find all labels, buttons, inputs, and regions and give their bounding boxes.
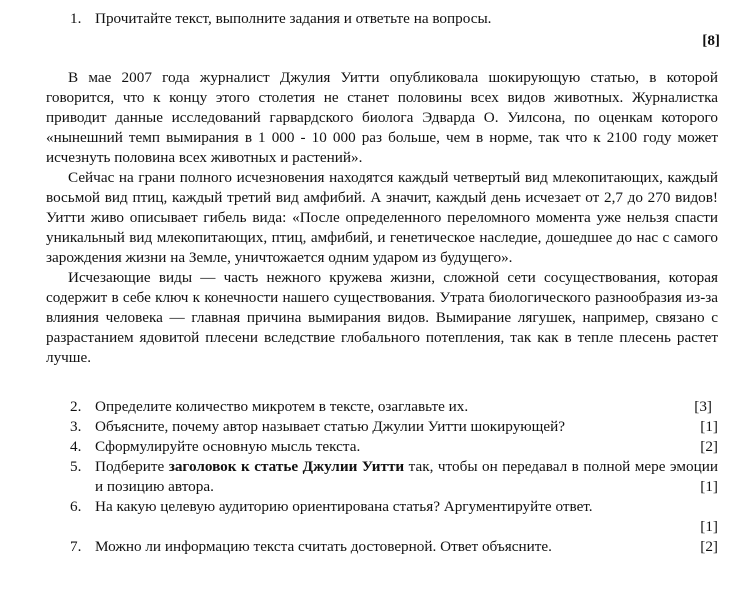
task-number: 4. bbox=[70, 438, 82, 455]
task-list bbox=[70, 397, 718, 557]
task-points: [1] bbox=[700, 478, 718, 495]
passage-paragraph: Сейчас на грани полного исчезновения находятся каждый четвертый вид млекопитающих, каждый восьмой вид птиц, каждый третий вид амфибий. А значит, каждый день исчезает от 2,7 до 270 видов! Уитти живо описывает гибель вида: «После определенного переломного момента уже нельзя спасти уникальный вид млекопитающих, птиц, амфибий, и генетическое наследие, дошедшее до нас с самого зарождения жизни на Земле, уничтожается одним ударом из будущего». bbox=[46, 169, 718, 266]
task-points: [2] bbox=[700, 438, 718, 455]
task-2 bbox=[70, 397, 718, 417]
task-number: 5. bbox=[70, 458, 82, 475]
task-number: 1. bbox=[70, 10, 82, 27]
task-points: [1] bbox=[700, 518, 718, 535]
task-text-end: так, чтобы он передавал в полной мере эмоции и позицию автора. bbox=[95, 458, 718, 495]
passage-paragraph: Исчезающие виды — часть нежного кружева жизни, сложной сети сосуществования, которая содержит в себе ключ к конечности нашего существования. Утрата биологического разнообразия из-за влияния человека — главная причина вымирания видов. Вымирание лягушек, например, связано с разрастанием ядовитой плесени вследствие глобального потепления, так как в тепле плесень растет лучше. bbox=[46, 269, 718, 366]
task-1-points: [8] bbox=[702, 32, 720, 49]
task-1 bbox=[70, 9, 720, 29]
task-number: 7. bbox=[70, 538, 82, 555]
task-number: 2. bbox=[70, 398, 82, 415]
task-text-bold: заголовок к статье Джулии Уитти bbox=[168, 458, 405, 475]
task-points: [1] bbox=[700, 418, 718, 435]
task-6 bbox=[70, 497, 718, 537]
task-4 bbox=[70, 437, 718, 457]
task-text-start: Подберите bbox=[95, 458, 169, 475]
task-text: Прочитайте текст, выполните задания и ответьте на вопросы. bbox=[95, 10, 492, 27]
task-text: На какую целевую аудиторию ориентирована статья? Аргументируйте ответ. bbox=[95, 498, 593, 515]
passage-paragraph: В мае 2007 года журналист Джулия Уитти опубликовала шокирующую статью, в которой говорится, что к концу этого столетия не станет половины всех видов животных. Журналистка приводит данные исследований гарвардского биолога Эдварда О. Уилсона, по оценкам которого «нынешний темп вымирания в 1 000 - 10 000 раз больше, чем в норме, так что к 2100 году может исчезнуть половина всех животных и растений». bbox=[46, 69, 718, 166]
task-5 bbox=[70, 457, 718, 497]
task-text: Объясните, почему автор называет статью Джулии Уитти шокирующей? bbox=[95, 418, 565, 435]
task-3 bbox=[70, 417, 718, 437]
task-points: [2] bbox=[700, 538, 718, 555]
task-number: 3. bbox=[70, 418, 82, 435]
task-number: 6. bbox=[70, 498, 82, 515]
task-text: Сформулируйте основную мысль текста. bbox=[95, 438, 361, 455]
task-points: [3] bbox=[694, 398, 712, 415]
reading-passage bbox=[46, 68, 718, 368]
task-text: Определите количество микротем в тексте, озаглавьте их. bbox=[95, 398, 469, 415]
task-7 bbox=[70, 537, 718, 557]
task-text: Можно ли информацию текста считать достоверной. Ответ объясните. bbox=[95, 538, 552, 555]
